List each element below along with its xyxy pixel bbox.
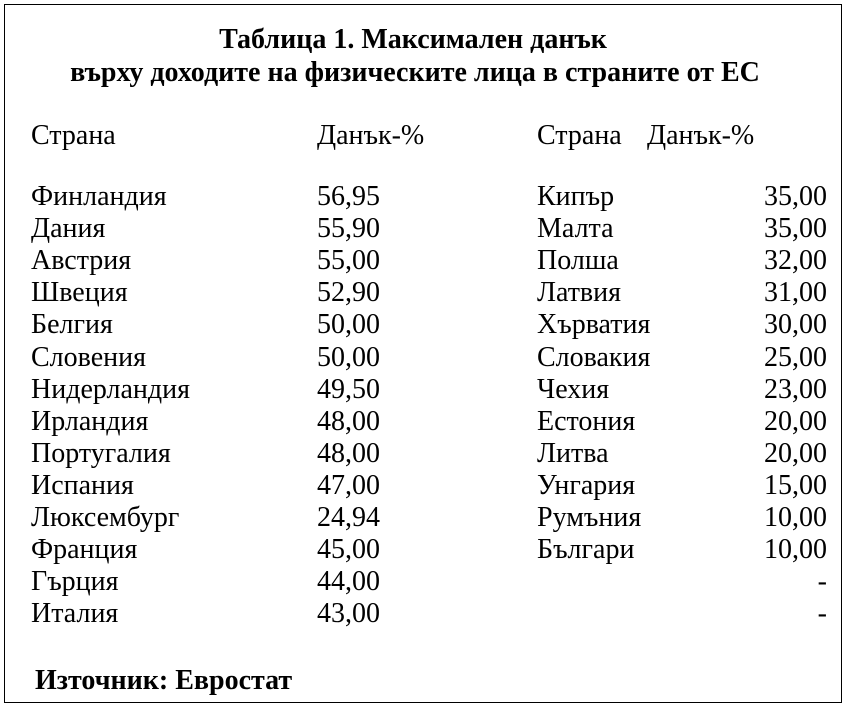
right-tax-cell: 32,00 xyxy=(764,245,827,276)
left-country-cell: Италия xyxy=(31,598,119,629)
header-right-tax: Данък-% xyxy=(647,120,755,151)
right-country-cell: Латвия xyxy=(537,277,622,308)
left-tax-cell: 47,00 xyxy=(317,470,380,501)
right-tax-cell: 20,00 xyxy=(764,438,827,469)
header-left-tax: Данък-% xyxy=(317,120,425,151)
left-tax-cell: 49,50 xyxy=(317,374,380,405)
header-right-country: Страна xyxy=(537,120,622,151)
right-tax-cell: 25,00 xyxy=(764,342,827,373)
right-tax-cell: 31,00 xyxy=(764,277,827,308)
right-country-cell: Българи xyxy=(537,534,635,565)
table-title-line-2: върху доходите на физическите лица в страните от ЕС xyxy=(70,57,760,88)
left-tax-cell: 43,00 xyxy=(317,598,380,629)
right-tax-cell: 10,00 xyxy=(764,502,827,533)
table-frame xyxy=(4,4,842,703)
right-tax-cell: 35,00 xyxy=(764,181,827,212)
left-country-cell: Нидерландия xyxy=(31,374,191,405)
right-country-cell: Румъния xyxy=(537,502,642,533)
left-tax-cell: 56,95 xyxy=(317,181,380,212)
source-note: Източник: Евростат xyxy=(35,665,293,696)
left-tax-cell: 50,00 xyxy=(317,342,380,373)
left-tax-cell: 45,00 xyxy=(317,534,380,565)
header-left-country: Страна xyxy=(31,120,116,151)
right-country-cell: Естония xyxy=(537,406,636,437)
right-tax-cell: 10,00 xyxy=(764,534,827,565)
left-country-cell: Словения xyxy=(31,342,146,373)
left-tax-cell: 50,00 xyxy=(317,309,380,340)
left-tax-cell: 48,00 xyxy=(317,438,380,469)
left-country-cell: Португалия xyxy=(31,438,171,469)
left-country-cell: Белгия xyxy=(31,309,113,340)
right-country-cell: Полша xyxy=(537,245,619,276)
right-tax-cell: 15,00 xyxy=(764,470,827,501)
left-tax-cell: 24,94 xyxy=(317,502,380,533)
left-tax-cell: 55,00 xyxy=(317,245,380,276)
left-country-cell: Франция xyxy=(31,534,138,565)
right-tax-cell: 30,00 xyxy=(764,309,827,340)
left-country-cell: Испания xyxy=(31,470,134,501)
right-country-cell: Хърватия xyxy=(537,309,651,340)
right-tax-cell: 20,00 xyxy=(764,406,827,437)
right-country-cell: Чехия xyxy=(537,374,610,405)
right-tax-cell: 23,00 xyxy=(764,374,827,405)
right-country-cell: Словакия xyxy=(537,342,651,373)
right-tax-cell: - xyxy=(817,566,827,597)
right-country-cell: Кипър xyxy=(537,181,615,212)
table-title-line-1: Таблица 1. Максимален данък xyxy=(219,24,607,55)
left-tax-cell: 44,00 xyxy=(317,566,380,597)
right-country-cell: Литва xyxy=(537,438,609,469)
left-tax-cell: 48,00 xyxy=(317,406,380,437)
right-country-cell: Малта xyxy=(537,213,614,244)
left-tax-cell: 52,90 xyxy=(317,277,380,308)
right-country-cell: Унгария xyxy=(537,470,636,501)
right-tax-cell: 35,00 xyxy=(764,213,827,244)
left-country-cell: Финландия xyxy=(31,181,167,212)
left-country-cell: Гърция xyxy=(31,566,119,597)
left-country-cell: Ирландия xyxy=(31,406,149,437)
left-tax-cell: 55,90 xyxy=(317,213,380,244)
left-country-cell: Австрия xyxy=(31,245,132,276)
left-country-cell: Люксембург xyxy=(31,502,180,533)
left-country-cell: Дания xyxy=(31,213,106,244)
right-tax-cell: - xyxy=(817,598,827,629)
left-country-cell: Швеция xyxy=(31,277,128,308)
